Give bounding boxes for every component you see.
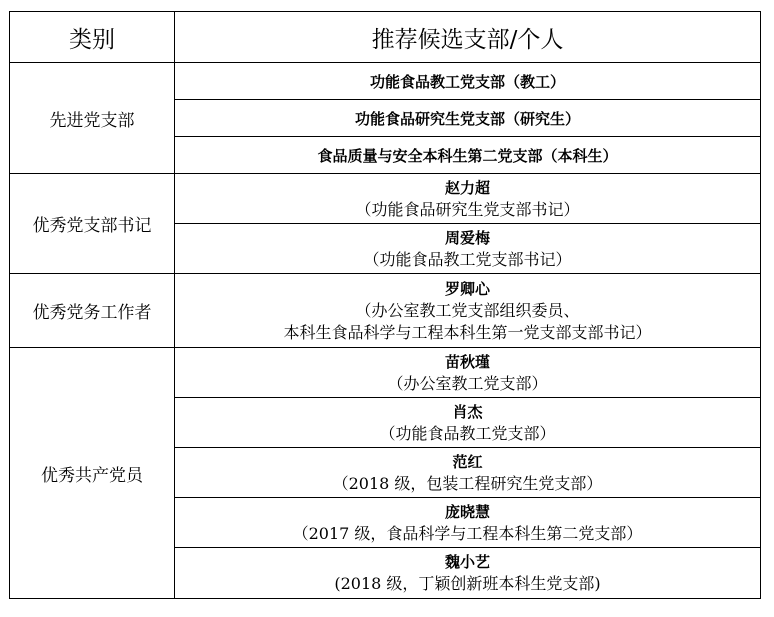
person-nominee	[175, 548, 761, 599]
person-affiliation: （功能食品研究生党支部书记）	[355, 199, 580, 219]
person-affiliation: 本科生食品科学与工程本科生第一党支部支部书记）	[283, 322, 652, 342]
person-name: 罗卿心	[444, 279, 490, 298]
person-nominee	[175, 398, 761, 448]
category-outstanding-member: 优秀共产党员	[10, 348, 175, 599]
header-row	[10, 12, 761, 63]
person-nominee	[175, 224, 761, 274]
person-nominee	[175, 448, 761, 498]
person-name: 周爱梅	[444, 228, 490, 247]
person-nominee	[175, 348, 761, 398]
person-affiliation: （2017 级，食品科学与工程本科生第二党支部）	[292, 523, 643, 543]
header-category: 类别	[10, 12, 175, 63]
award-nomination-table	[9, 11, 761, 599]
person-name: 赵力超	[444, 178, 490, 197]
category-party-worker: 优秀党务工作者	[10, 274, 175, 348]
person-name: 肖杰	[452, 402, 483, 421]
person-name: 苗秋瑾	[444, 352, 490, 371]
person-name: 魏小艺	[444, 553, 490, 571]
table-row	[10, 63, 761, 100]
person-name: 范红	[452, 452, 483, 471]
person-affiliation: （功能食品教工党支部书记）	[363, 249, 572, 269]
person-name: 庞晓慧	[444, 502, 490, 521]
person-affiliation: （办公室教工党支部）	[387, 373, 548, 393]
table-row	[10, 348, 761, 398]
table-row	[10, 174, 761, 224]
person-nominee	[175, 274, 761, 348]
person-affiliation: (2018 级，丁颖创新班本科生党支部)	[334, 574, 601, 593]
person-affiliation: （功能食品教工党支部）	[379, 423, 556, 443]
table-row	[10, 274, 761, 348]
branch-nominee: 功能食品研究生党支部（研究生）	[175, 100, 761, 137]
header-nominees: 推荐候选支部/个人	[175, 12, 761, 63]
person-nominee	[175, 498, 761, 548]
branch-nominee: 食品质量与安全本科生第二党支部（本科生）	[175, 137, 761, 174]
branch-nominee: 功能食品教工党支部（教工）	[175, 63, 761, 100]
category-branch-secretary: 优秀党支部书记	[10, 174, 175, 274]
category-advanced-branch: 先进党支部	[10, 63, 175, 174]
person-affiliation: （2018 级，包装工程研究生党支部）	[332, 473, 603, 493]
person-affiliation: （办公室教工党支部组织委员、	[355, 300, 580, 320]
person-nominee	[175, 174, 761, 224]
